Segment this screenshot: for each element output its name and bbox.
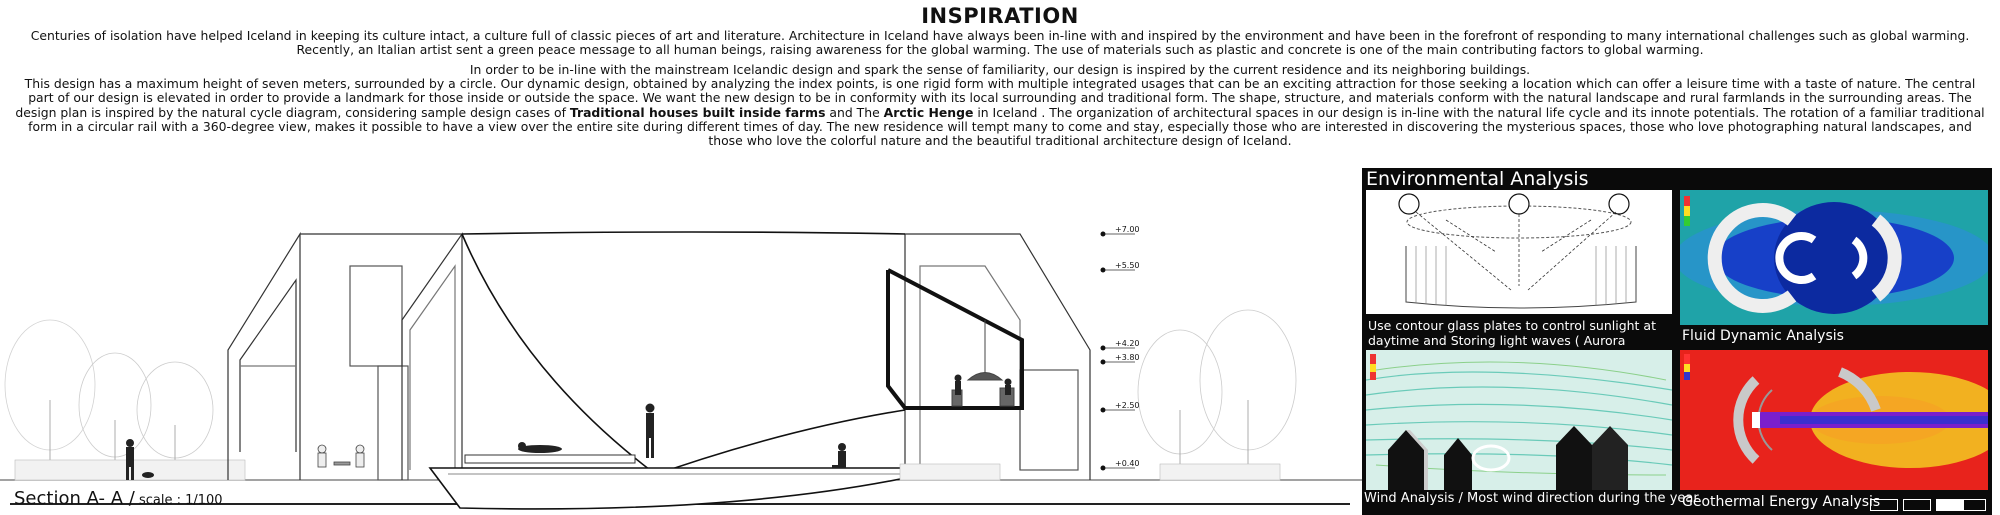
right-house xyxy=(905,234,1090,480)
design-text-a: This design has a maximum height of seven meters, surrounded by a circle. Our dynamic design, obtained by analyzing the index points, is one rigid form with multiple integrated usages that can be an exciting attraction for those seeking a location which can offer a leisure time with a taste of nature. The central part of our design is elevated in order to provide a landmark for those inside or outside the space. We want the new design to be in conformity with its local surrounding and traditional form. The shape, structure, and materials conform with the natural landscape and rural farmlands in the surrounding areas. The design plan is inspired by the natural cycle diagram, considering sample design cases of xyxy=(15,76,1976,120)
svg-text:+5.50: +5.50 xyxy=(1115,261,1140,270)
env-title: Environmental Analysis xyxy=(1366,168,1589,190)
design-text-c: in Iceland . The organization of architectural spaces in our design is in-line with the natural life cycle and its innote potentials. The rotation of a familiar traditional form in a circular rail with a 360-degree view, makes it possible to have a view over the entire site during different times of day. The new residence will tempt many to come and stay, especially those who are interested in discovering the mysterious spaces, those who love photographing natural landscapes, and those who love the colorful nature and the beautiful traditional architecture design of Iceland. xyxy=(28,104,1985,149)
svg-text:+3.80: +3.80 xyxy=(1115,353,1140,362)
section-drawing xyxy=(0,170,1362,515)
sun-icon xyxy=(1509,194,1529,214)
level-marker xyxy=(1101,459,1140,471)
person-reclining xyxy=(518,442,562,453)
legend-swatch xyxy=(1870,499,1898,511)
legend-swatch xyxy=(1903,499,1931,511)
level-marker xyxy=(1101,261,1140,273)
hedge-right xyxy=(1160,464,1280,480)
tree-left-1 xyxy=(5,320,95,480)
geothermal-caption: Geothermal Energy Analysis xyxy=(1682,494,1881,510)
page-title: INSPIRATION xyxy=(921,4,1079,28)
hedge-center xyxy=(900,464,1000,480)
sun-icon xyxy=(1399,194,1419,214)
sunlight-caption: Use contour glass plates to control sunlight at daytime and Storing light waves ( Aurora xyxy=(1368,318,1656,348)
bench xyxy=(465,455,635,463)
main-shell xyxy=(462,232,905,480)
section-label xyxy=(14,488,223,509)
intro-paragraph: Centuries of isolation have helped Iceland in keeping its culture intact, a culture full of classic pieces of art and literature. Architecture in Iceland have always been in-line with and inspired by the environment and have been in the forefront of responding to many international challenges such as global warming. Recently, an Italian artist sent a green peace message to all human beings, raising awareness for the global warming. The use of materials such as plastic and concrete is one of the main contributing factors to global warming. xyxy=(30,28,1970,58)
svg-text:+2.50: +2.50 xyxy=(1115,401,1140,410)
left-house xyxy=(228,234,462,480)
level-marker xyxy=(1101,401,1140,413)
svg-text:+4.20: +4.20 xyxy=(1115,339,1140,348)
tree-right-1 xyxy=(1138,330,1222,480)
legend-swatch xyxy=(1962,499,1986,511)
level-marker xyxy=(1101,339,1140,351)
wind-analysis-render xyxy=(1366,350,1672,490)
design-paragraph xyxy=(14,77,1986,148)
level-marker xyxy=(1101,225,1140,237)
person-seated-hull xyxy=(832,443,846,468)
legend-swatch xyxy=(1936,499,1964,511)
geothermal-render xyxy=(1680,350,1988,490)
sunlight-diagram xyxy=(1366,190,1672,314)
design-text-and: and The xyxy=(825,104,884,120)
level-markers xyxy=(1101,225,1140,471)
fluid-caption: Fluid Dynamic Analysis xyxy=(1682,328,1844,344)
fluid-dynamic-render xyxy=(1680,190,1988,325)
sun-icon xyxy=(1609,194,1629,214)
wind-caption: Wind Analysis / Most wind direction during the year xyxy=(1364,491,1699,506)
tree-right-2 xyxy=(1200,310,1296,480)
svg-text:+7.00: +7.00 xyxy=(1115,225,1140,234)
person-standing-center xyxy=(646,404,655,459)
design-bold-henge: Arctic Henge xyxy=(883,104,974,120)
inspiration-paragraph: In order to be in-line with the mainstream Icelandic design and spark the sense of familiarity, our design is inspired by the current residence and its neighboring buildings. xyxy=(469,62,1531,77)
level-marker xyxy=(1101,353,1140,365)
section-scale: scale : 1/100 xyxy=(134,493,223,508)
section-title: Section A- A / xyxy=(14,488,135,509)
people-seated-left xyxy=(318,445,364,467)
design-bold-traditional: Traditional houses built inside farms xyxy=(569,104,826,120)
svg-text:+0.40: +0.40 xyxy=(1115,459,1140,468)
